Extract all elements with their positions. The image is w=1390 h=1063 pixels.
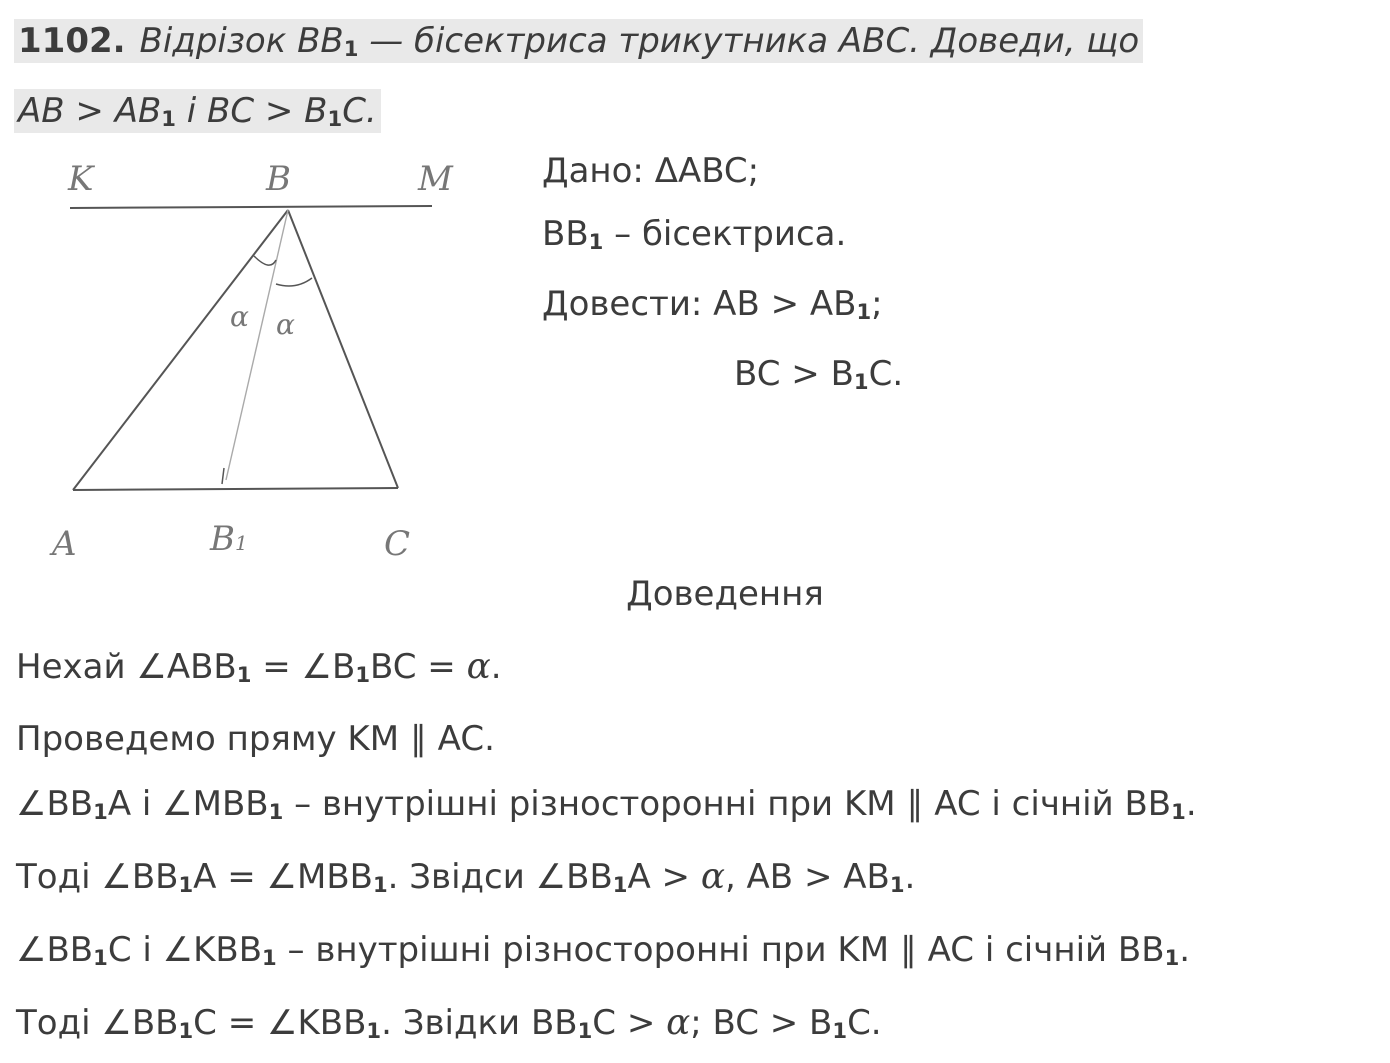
proof-heading: Доведення (626, 574, 824, 614)
angle-arc-right (276, 278, 312, 286)
label-alpha-right: α (276, 308, 295, 341)
line-km (70, 206, 432, 208)
problem-line-2: AB > $AB_1$ і BC > $B_1C$. (14, 89, 381, 133)
problem-line-1: 1102. Відрізок $BB_1$ — бісектриса трикутника ABC. Доведи, що (14, 19, 1143, 63)
given-line-2: $BB_1$ – бісектриса. (542, 214, 847, 255)
problem-number: 1102. (18, 21, 126, 61)
proof-line-3: $\angle BB_1A$ і $\angle MBB_1$ – внутрішні різносторонні при KM ∥ AC і січній $BB_1$. (16, 784, 1197, 825)
angle-arc-left (254, 256, 276, 265)
side-bc (288, 210, 398, 488)
prove-line-2: BC > $B_1C$. (734, 354, 904, 395)
proof-line-4: Тоді $\angle BB_1A$ = $\angle MBB_1$. Звідси $\angle BB_1A > \alpha$, AB > $AB_1$. (16, 856, 916, 898)
label-b: B (266, 159, 291, 199)
label-b1: B1 (210, 519, 248, 559)
label-k: K (68, 159, 94, 199)
proof-body (16, 634, 1197, 1063)
given-line-1: Дано: ΔABC; (542, 151, 760, 191)
prove-line-1: Довести: AB > $AB_1$; (542, 284, 883, 325)
proof-line-5: $\angle BB_1C$ і $\angle KBB_1$ – внутрішні різносторонні при KM ∥ AC і січній $BB_1$. (16, 929, 1191, 970)
proof-line-6: Тоді $\angle BB_1C$ = $\angle KBB_1$. Звідки $BB_1C > \alpha$; BC > $B_1C$. (16, 1001, 882, 1044)
side-ac (73, 488, 398, 490)
problem-statement (14, 10, 1304, 150)
label-alpha-left: α (230, 300, 249, 333)
label-a: A (52, 524, 77, 564)
proof-line-1: Нехай $\angle ABB_1$ = $\angle B_1BC = \alpha$. (16, 646, 502, 688)
label-c: C (384, 524, 411, 564)
label-m: M (418, 159, 453, 199)
given-block (542, 140, 903, 414)
tick-b1 (222, 468, 224, 484)
proof-line-2: Проведемо пряму KM ∥ AC. (16, 719, 495, 760)
triangle-diagram (40, 150, 480, 570)
